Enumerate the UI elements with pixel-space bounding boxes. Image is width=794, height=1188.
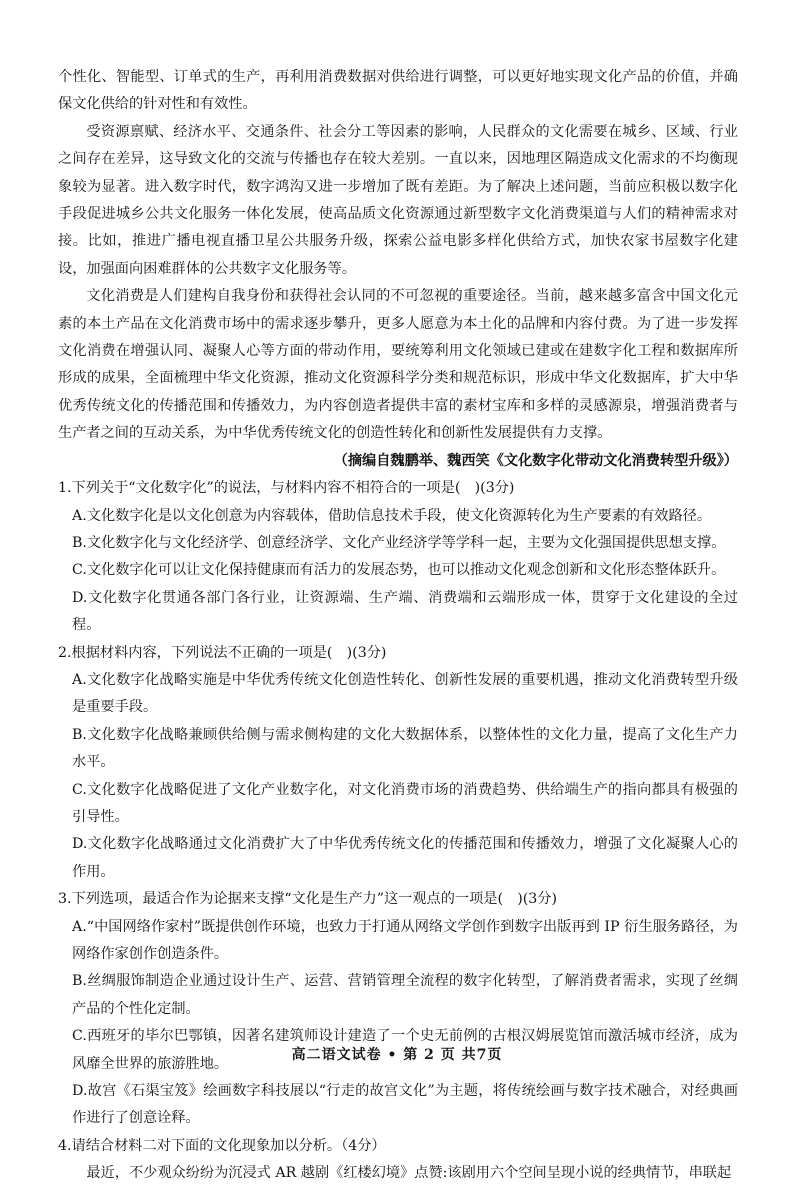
- passage-paragraph-3: 文化消费是人们建构自我身份和获得社会认同的不可忽视的重要途径。当前，越来越多富含中国文化元素的本土产品在文化消费市场中的需求逐步攀升，更多人愿意为本土化的品牌和内容付费。为了进一步发挥文化消费在增强认同、凝聚人心等方面的带动作用，要统筹利用文化领域已建或在建数字化工程和数据库所形成的成果，全面梳理中华文化资源，推动文化资源科学分类和规范标识，形成中华文化数据库，扩大中华优秀传统文化的传播范围和传播效力，为内容创造者提供丰富的素材宝库和多样的灵感源泉，增强消费者与生产者之间的互动关系，为中华优秀传统文化的创造性转化和创新性发展提供有力支撑。: [58, 288, 738, 442]
- question-1: [58, 475, 738, 639]
- page-footer: 高二语文试卷 • 第 2 页 共7页: [291, 1047, 503, 1063]
- question-1-option-d: D.文化数字化贯通各部门各行业，让资源端、生产端、消费端和云端形成一体，贯穿于文化建设的全过程。: [72, 589, 738, 634]
- passage-paragraph-1: 个性化、智能型、订单式的生产，再利用消费数据对供给进行调整，可以更好地实现文化产品的价值，并确保文化供给的针对性和有效性。: [58, 69, 738, 113]
- question-4-material: 最近，不少观众纷纷为沉浸式 AR 越剧《红楼幻境》点赞:该剧用六个空间呈现小说的经典情节，串联起: [86, 1165, 732, 1182]
- question-1-option-b: B.文化数字化与文化经济学、创意经济学、文化产业经济学等学科一起，主要为文化强国提供思想支撑。: [72, 534, 726, 551]
- question-3-option-d: D.故宫《石渠宝笈》绘画数字科技展以“行走的故宫文化”为主题，将传统绘画与数字技术融合，对经典画作进行了创意诠释。: [72, 1083, 738, 1127]
- source-citation: （摘编自魏鹏举、魏西笑《文化数字化带动文化消费转型升级》）: [333, 452, 738, 469]
- question-1-option-a: A.文化数字化是以文化创意为内容载体，借助信息技术手段，使文化资源转化为生产要素的有效路径。: [72, 507, 712, 524]
- question-2-option-a: A.文化数字化战略实施是中华优秀传统文化创造性转化、创新性发展的重要机遇，推动文化消费转型升级是重要手段。: [72, 671, 738, 716]
- question-3-stem: 3.下列选项，最适合作为论据来支撑“文化是生产力”这一观点的一项是( )(3分): [58, 891, 558, 908]
- exam-page-body: [58, 64, 738, 1188]
- passage-paragraph-2: 受资源禀赋、经济水平、交通条件、社会分工等因素的影响，人民群众的文化需要在城乡、区域、行业之间存在差异，这导致文化的交流与传播也存在较大差别。一直以来，因地理区隔造成文化需求的不均衡现象较为显著。进入数字时代，数字鸿沟又进一步增加了既有差距。为了解决上述问题，当前应积极以数字化手段促进城乡公共文化服务一体化发展，使高品质文化资源通过新型数字文化消费渠道与人们的精神需求对接。比如，推进广播电视直播卫星公共服务升级，探索公益电影多样化供给方式，加快农家书屋数字化建设，加强面向困难群体的公共数字文化服务等。: [58, 123, 738, 277]
- question-3-option-b: B.丝绸服饰制造企业通过设计生产、运营、营销管理全流程的数字化转型，了解消费者需求，实现了丝绸产品的个性化定制。: [72, 973, 738, 1017]
- question-3-option-c: C.西班牙的毕尔巴鄂镇，因著名建筑师设计建造了一个史无前例的古根汉姆展览馆而激活城市经济，成为风靡全世界的旅游胜地。: [72, 1028, 738, 1072]
- question-2-option-b: B.文化数字化战略兼顾供给侧与需求侧构建的文化大数据体系，以整体性的文化力量，提高了文化生产力水平。: [72, 726, 738, 771]
- question-1-option-c: C.文化数字化可以让文化保持健康而有活力的发展态势，也可以推动文化观念创新和文化形态整体跃升。: [72, 562, 726, 579]
- question-4-stem: 4.请结合材料二对下面的文化现象加以分析。（4分）: [58, 1137, 386, 1154]
- question-2: [58, 640, 738, 887]
- question-2-option-d: D.文化数字化战略通过文化消费扩大了中华优秀传统文化的传播范围和传播效力，增强了文化凝聚人心的作用。: [72, 836, 738, 880]
- question-3-option-a: A.“中国网络作家村”既提供创作环境，也致力于打通从网络文学创作到数字出版再到 IP 衍生服务路径，为网络作家创作创造条件。: [72, 918, 738, 962]
- question-1-stem: 1.下列关于“文化数字化”的说法，与材料内容不相符合的一项是( )(3分): [58, 480, 515, 497]
- question-3: [58, 886, 738, 1133]
- question-2-option-c: C.文化数字化战略促进了文化产业数字化，对文化消费市场的消费趋势、供给端生产的指向都具有极强的引导性。: [72, 781, 738, 825]
- question-2-stem: 2.根据材料内容，下列说法不正确的一项是( )(3分): [58, 644, 387, 661]
- question-4: [58, 1133, 738, 1188]
